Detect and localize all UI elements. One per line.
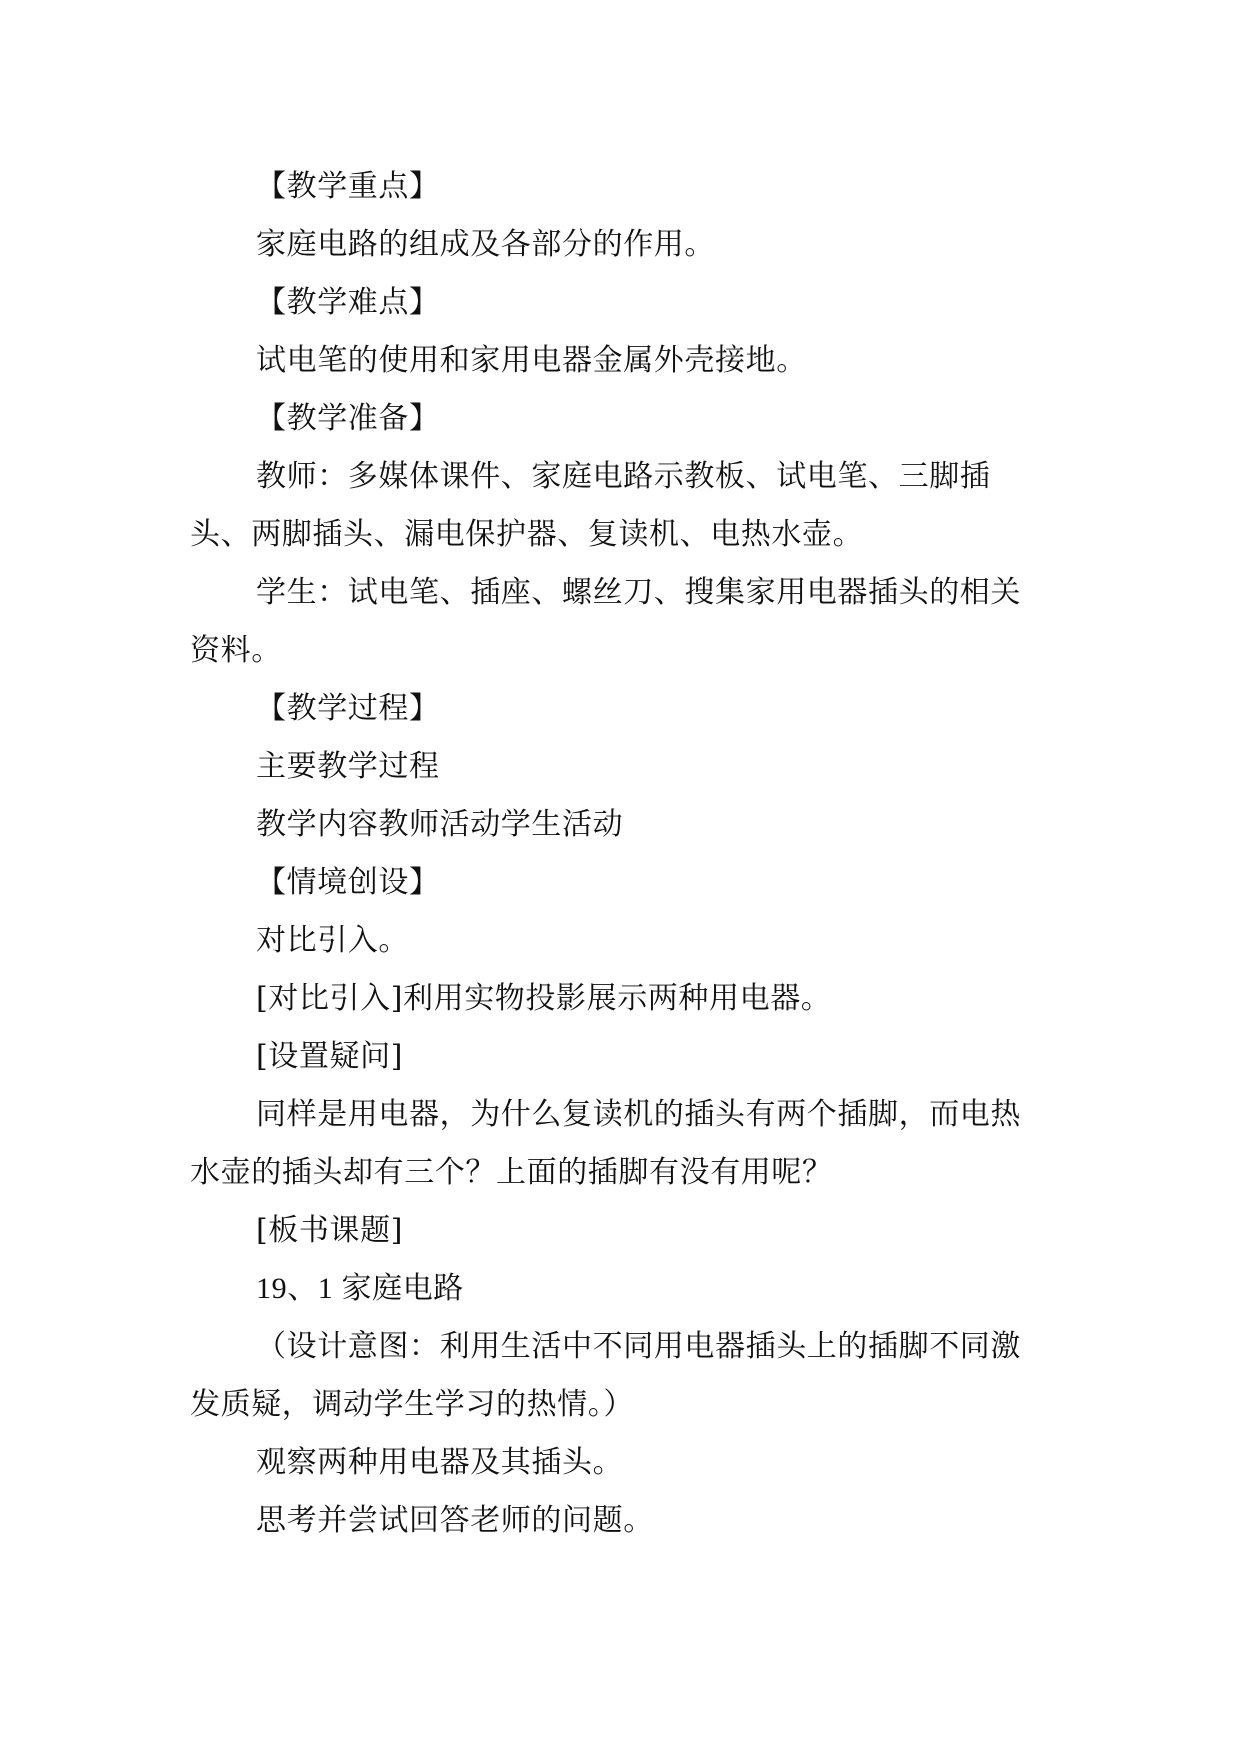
paragraph: 对比引入。 [256, 923, 409, 958]
section-heading: 【教学过程】 [256, 691, 440, 726]
section-heading: 【情境创设】 [256, 865, 440, 900]
paragraph: 观察两种用电器及其插头。 [256, 1445, 624, 1480]
paragraph: （设计意图：利用生活中不同用电器插头上的插脚不同激发质疑，调动学生学习的热情。） [190, 1329, 1021, 1422]
paragraph: [板书课题] [256, 1213, 404, 1248]
document-content [190, 158, 1050, 1550]
paragraph: 教师：多媒体课件、家庭电路示教板、试电笔、三脚插头、两脚插头、漏电保护器、复读机、电热水壶。 [190, 459, 991, 552]
section-heading: 【教学重点】 [256, 169, 440, 204]
paragraph: 思考并尝试回答老师的问题。 [256, 1503, 654, 1538]
paragraph: 家庭电路的组成及各部分的作用。 [256, 227, 715, 262]
section-heading: 【教学准备】 [256, 401, 440, 436]
paragraph: 19、1 家庭电路 [256, 1272, 464, 1305]
paragraph: [对比引入]利用实物投影展示两种用电器。 [256, 981, 832, 1016]
section-heading: 【教学难点】 [256, 285, 440, 320]
paragraph: 试电笔的使用和家用电器金属外壳接地。 [256, 343, 807, 378]
paragraph: 学生：试电笔、插座、螺丝刀、搜集家用电器插头的相关资料。 [190, 575, 1021, 668]
paragraph: 教学内容教师活动学生活动 [256, 807, 624, 842]
paragraph: 同样是用电器，为什么复读机的插头有两个插脚，而电热水壶的插头却有三个？上面的插脚有没有用呢？ [190, 1097, 1021, 1190]
paragraph: [设置疑问] [256, 1039, 404, 1074]
paragraph: 主要教学过程 [256, 749, 440, 784]
